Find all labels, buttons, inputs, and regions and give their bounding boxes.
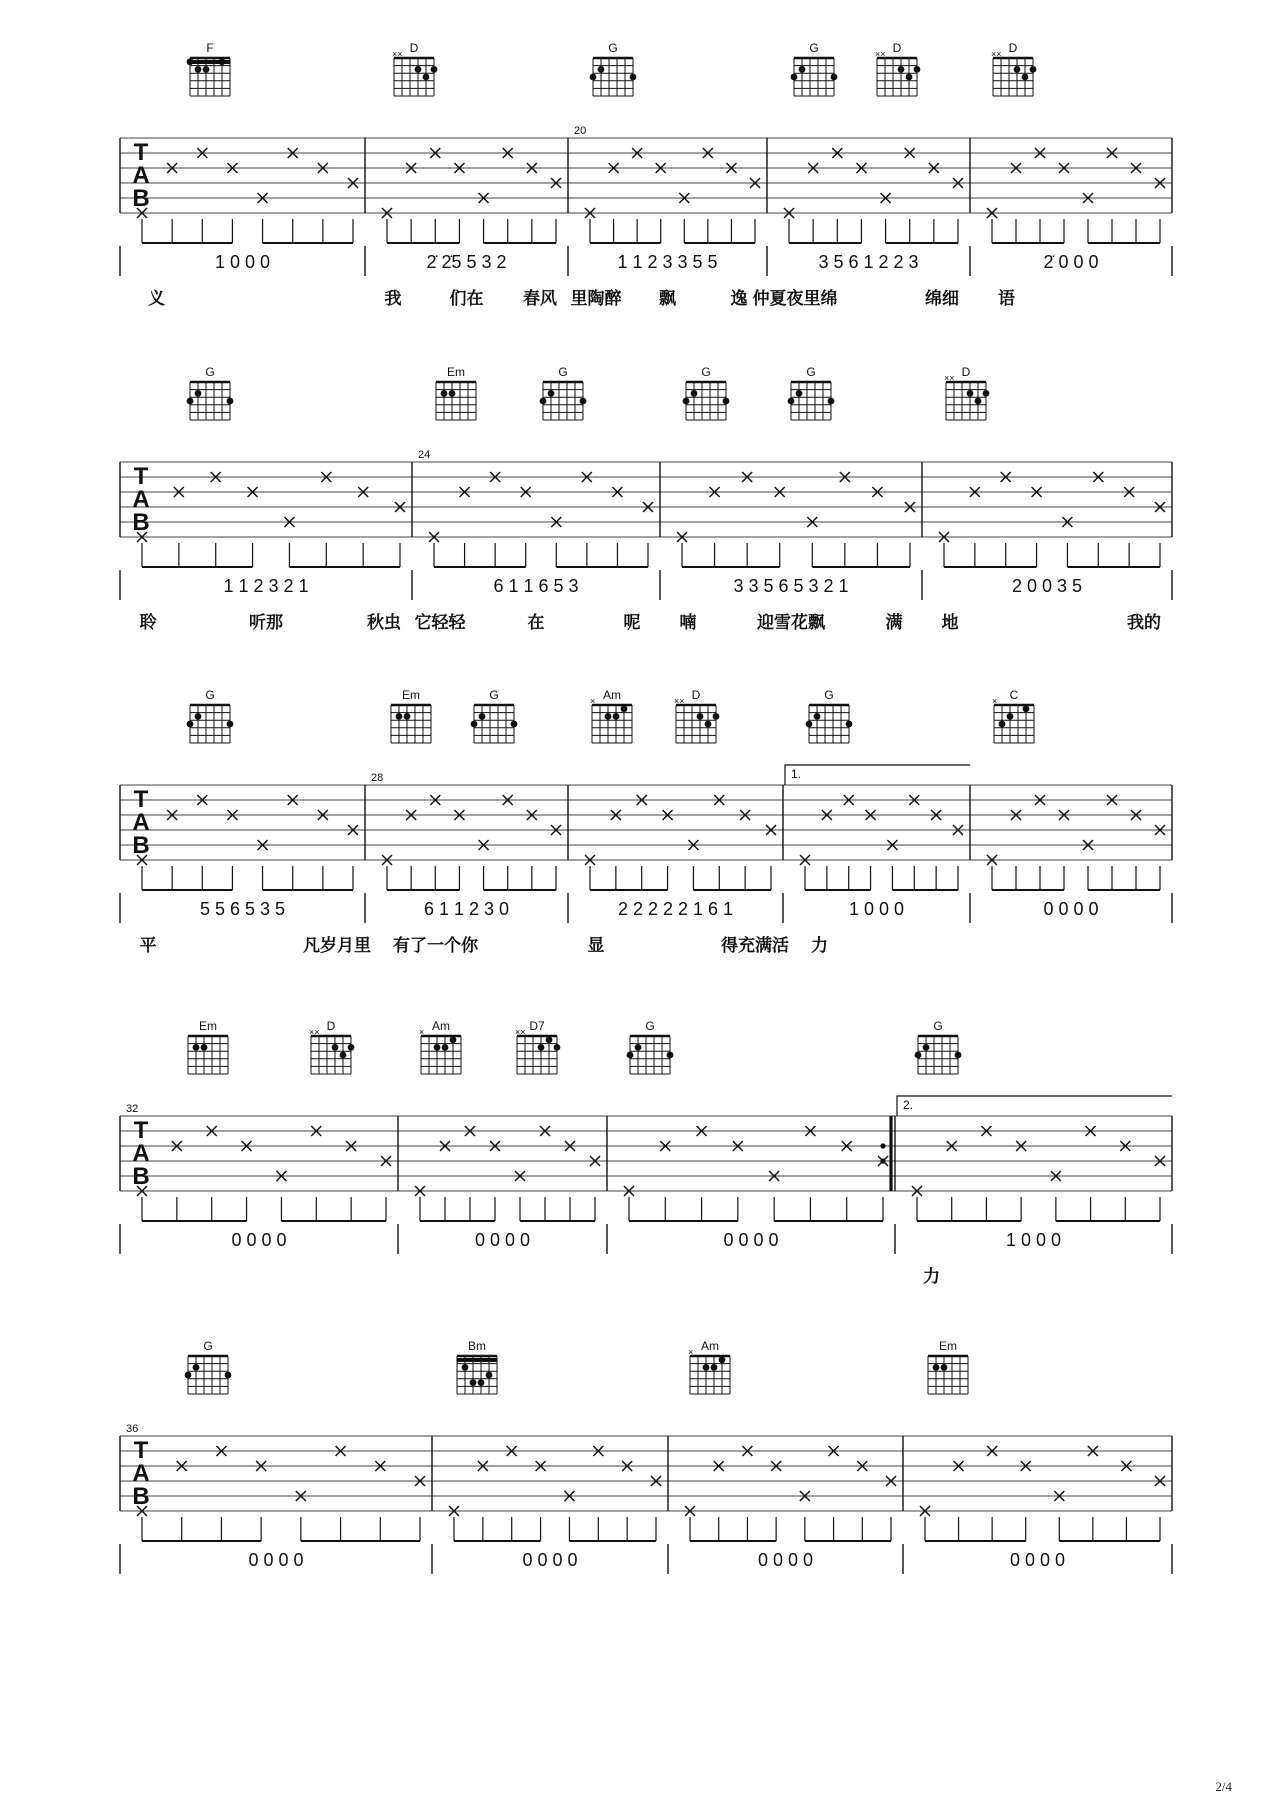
tab-clef-letter: B [132, 832, 150, 859]
finger-dot [828, 398, 835, 405]
chord-diagram [185, 1339, 232, 1394]
measure-number: 32 [126, 1103, 139, 1115]
muted-string-mark: × [590, 696, 596, 706]
lyric-text: 在 [527, 613, 545, 632]
finger-dot [723, 398, 730, 405]
finger-dot [201, 1044, 208, 1051]
repeat-dot [880, 1158, 885, 1163]
tab-system [120, 41, 1172, 308]
lyric-text: 聆 [139, 613, 157, 632]
numbered-notation: 2 0 0 3 5 [1011, 576, 1083, 596]
lyric-text: 里陶醉 [570, 289, 622, 308]
chord-name: D [326, 1019, 336, 1033]
tab-clef-letter: B [132, 185, 150, 212]
numbered-notation: 1 0 0 0 [1005, 1230, 1062, 1250]
barre [457, 1358, 497, 1362]
tab-clef-letter: B [132, 509, 150, 536]
finger-dot [227, 398, 234, 405]
chord-name: Am [432, 1019, 450, 1033]
lyric-text: 春风 [523, 289, 557, 308]
finger-dot [479, 713, 486, 720]
finger-dot [906, 74, 913, 81]
lyric-text: 平 [139, 936, 157, 955]
lyric-text: 有了一个你 [393, 936, 478, 955]
finger-dot [225, 1372, 232, 1379]
numbered-notation: 1 1 2 3 2 1 [223, 576, 309, 596]
numbered-notation: 0 0 0 0 [757, 1550, 814, 1570]
finger-dot [415, 66, 422, 73]
measure-number: 24 [418, 449, 431, 461]
chord-diagram [788, 365, 835, 420]
finger-dot [683, 398, 690, 405]
numbered-notation: 0 0 0 0 [231, 1230, 287, 1250]
finger-dot [915, 1052, 922, 1059]
chord-diagram [391, 688, 431, 743]
chord-diagram [688, 1339, 730, 1394]
lyric-text: 显 [587, 936, 605, 955]
tab-clef-letter: B [132, 1163, 150, 1190]
chord-diagram [674, 688, 719, 743]
lyric-text: 听那 [249, 613, 283, 632]
chord-diagram [791, 41, 838, 96]
numbered-notation: 1 1 2 3 3 5 5 [617, 252, 718, 272]
finger-dot [441, 390, 448, 397]
chord-diagram [806, 688, 853, 743]
finger-dot [630, 74, 637, 81]
finger-dot [449, 390, 456, 397]
finger-dot [486, 1372, 493, 1379]
muted-strings-mark: ×× [944, 373, 955, 383]
finger-dot [705, 721, 712, 728]
finger-dot [554, 1044, 561, 1051]
lyric-text: 满 [885, 613, 903, 632]
chord-diagram [419, 1019, 461, 1074]
numbered-notation: 3 3 5 6 5 3 2 1 [733, 576, 849, 596]
finger-dot [1014, 66, 1021, 73]
finger-dot [667, 1052, 674, 1059]
finger-dot [791, 74, 798, 81]
chord-name: Em [199, 1019, 217, 1033]
lyric-text: 秋虫 [367, 613, 401, 632]
finger-dot [580, 398, 587, 405]
muted-string-mark: × [992, 696, 998, 706]
finger-dot [635, 1044, 642, 1051]
finger-dot [511, 721, 518, 728]
chord-name: F [206, 41, 214, 55]
finger-dot [195, 390, 202, 397]
numbered-notation: 6 1 1 2 3 0 [423, 899, 510, 919]
measure-number: 28 [371, 772, 384, 784]
numbered-notation: 0 0 0 0 [474, 1230, 531, 1250]
chord-name: G [489, 688, 499, 702]
chord-name: D [892, 41, 902, 55]
finger-dot [442, 1044, 449, 1051]
tab-clef-letter: A [132, 809, 150, 836]
numbered-notation: 0 0 0 0 [723, 1230, 779, 1250]
finger-dot [340, 1052, 347, 1059]
chord-name: G [205, 688, 215, 702]
tab-clef-letter: T [133, 786, 149, 813]
chord-name: G [645, 1019, 655, 1033]
finger-dot [478, 1379, 485, 1386]
chord-diagram [991, 41, 1036, 96]
finger-dot [711, 1364, 718, 1371]
lyric-text: 语 [998, 289, 1015, 308]
tab-clef-letter: A [132, 486, 150, 513]
chord-name: D7 [529, 1019, 545, 1033]
chord-name: Am [603, 688, 621, 702]
finger-dot [691, 390, 698, 397]
muted-strings-mark: ×× [392, 49, 403, 59]
lyric-text: 飘 [659, 289, 676, 308]
chord-name: G [701, 365, 711, 379]
finger-dot [193, 1044, 200, 1051]
chord-diagram [187, 365, 234, 420]
muted-strings-mark: ×× [674, 696, 685, 706]
tab-clef-letter: T [133, 1117, 149, 1144]
ending-label: 2. [903, 1098, 914, 1112]
muted-strings-mark: ×× [309, 1027, 320, 1037]
lyric-text: 绵细 [925, 289, 959, 308]
measure-number: 36 [126, 1423, 139, 1435]
page-number: 2/4 [1215, 1779, 1232, 1794]
chord-diagram [187, 41, 230, 96]
finger-dot [348, 1044, 355, 1051]
chord-diagram [392, 41, 437, 96]
chord-diagram [992, 688, 1034, 743]
numbered-notation: 5 5 6 5 3 5 [199, 899, 286, 919]
chord-name: Em [402, 688, 420, 702]
finger-dot [185, 1372, 192, 1379]
chord-diagram [590, 688, 632, 743]
muted-string-mark: × [419, 1027, 425, 1037]
chord-diagram [590, 41, 637, 96]
chord-name: Em [447, 365, 465, 379]
finger-dot [1022, 74, 1029, 81]
chord-name: D [409, 41, 419, 55]
tab-clef-letter: A [132, 162, 150, 189]
lyric-text: 凡岁月里 [303, 936, 371, 955]
chord-diagram [944, 365, 989, 420]
finger-dot [846, 721, 853, 728]
finger-dot [613, 713, 620, 720]
numbered-notation: 6 1 1 6 5 3 [493, 576, 579, 596]
lyric-text: 们在 [449, 289, 484, 308]
finger-dot [423, 74, 430, 81]
numbered-notation: 1 0 0 0 [848, 899, 905, 919]
lyric-text: 力 [923, 1267, 940, 1286]
chord-name: Em [939, 1339, 957, 1353]
chord-diagram [683, 365, 730, 420]
chord-diagram [187, 688, 234, 743]
lyric-text: 喃 [679, 613, 697, 632]
finger-dot [548, 390, 555, 397]
finger-dot [983, 390, 990, 397]
chord-name: G [809, 41, 819, 55]
finger-dot [434, 1044, 441, 1051]
numbered-notation: 0 0 0 0 [248, 1550, 304, 1570]
lyric-text: 力 [811, 936, 828, 955]
finger-dot [431, 66, 438, 73]
finger-dot [806, 721, 813, 728]
tab-clef-letter: T [133, 1437, 149, 1464]
finger-dot [967, 390, 974, 397]
finger-dot [605, 713, 612, 720]
chord-diagram [457, 1339, 497, 1394]
finger-dot [1030, 66, 1037, 73]
finger-dot [1023, 705, 1030, 712]
chord-diagram [627, 1019, 674, 1074]
finger-dot [923, 1044, 930, 1051]
finger-dot [471, 721, 478, 728]
lyric-text: 义 [148, 289, 165, 308]
finger-dot [195, 713, 202, 720]
numbered-notation: 1 0 0 0 [214, 252, 271, 272]
tab-system [120, 1019, 1172, 1286]
finger-dot [697, 713, 704, 720]
chord-diagram [875, 41, 920, 96]
lyric-text: 逸 [730, 289, 748, 308]
finger-dot [703, 1364, 710, 1371]
finger-dot [796, 390, 803, 397]
lyric-text: 我的 [1127, 613, 1161, 632]
finger-dot [933, 1364, 940, 1371]
numbered-notation: 2̇ 2̇5 5 3 2 [426, 252, 507, 272]
finger-dot [1007, 713, 1014, 720]
chord-name: G [806, 365, 816, 379]
finger-dot [332, 1044, 339, 1051]
finger-dot [404, 713, 411, 720]
finger-dot [187, 721, 194, 728]
chord-diagram [540, 365, 587, 420]
finger-dot [975, 398, 982, 405]
finger-dot [195, 66, 202, 73]
finger-dot [814, 713, 821, 720]
chord-diagram [309, 1019, 354, 1074]
finger-dot [999, 721, 1006, 728]
finger-dot [193, 1364, 200, 1371]
numbered-notation: 0 0 0 0 [1009, 1550, 1066, 1570]
finger-dot [538, 1044, 545, 1051]
lyric-text: 我 [384, 289, 402, 308]
ending-bracket [897, 1096, 1172, 1116]
muted-strings-mark: ×× [515, 1027, 526, 1037]
finger-dot [546, 1036, 553, 1043]
tab-clef-letter: B [132, 1483, 150, 1510]
tab-system [120, 688, 1172, 955]
numbered-notation: 2 2 2 2 2 1 6 1 [617, 899, 734, 919]
chord-name: C [1009, 688, 1019, 702]
chord-diagram [515, 1019, 560, 1074]
tab-system [120, 365, 1172, 632]
numbered-notation: 0 0 0 0 [1043, 899, 1099, 919]
numbered-notation: 0 0 0 0 [522, 1550, 578, 1570]
finger-dot [627, 1052, 634, 1059]
measure-number: 20 [574, 125, 587, 137]
finger-dot [396, 713, 403, 720]
tab-clef-letter: T [133, 463, 149, 490]
chord-name: Bm [468, 1339, 486, 1353]
chord-name: G [608, 41, 618, 55]
finger-dot [227, 721, 234, 728]
finger-dot [470, 1379, 477, 1386]
lyric-text: 地 [941, 613, 959, 632]
finger-dot [203, 66, 210, 73]
numbered-notation: 2̇ 0 0 0 [1043, 252, 1099, 272]
finger-dot [914, 66, 921, 73]
ending-bracket [785, 765, 970, 785]
barre [190, 60, 230, 64]
chord-diagram [188, 1019, 228, 1074]
chord-diagram [928, 1339, 968, 1394]
chord-name: G [824, 688, 834, 702]
muted-strings-mark: ×× [875, 49, 886, 59]
chord-diagram [471, 688, 518, 743]
lyric-text: 呢 [623, 613, 641, 632]
finger-dot [719, 1356, 726, 1363]
ending-label: 1. [791, 767, 802, 781]
tab-systems [120, 41, 1172, 1574]
lyric-text: 它轻轻 [414, 613, 466, 632]
muted-strings-mark: ×× [991, 49, 1002, 59]
repeat-dot [880, 1143, 885, 1148]
numbered-notation: 3 5 6 1 2 2 3 [818, 252, 919, 272]
chord-name: G [203, 1339, 213, 1353]
finger-dot [713, 713, 720, 720]
tab-system [120, 1339, 1172, 1574]
chord-name: Am [701, 1339, 719, 1353]
finger-dot [540, 398, 547, 405]
finger-dot [799, 66, 806, 73]
finger-dot [831, 74, 838, 81]
chord-name: D [691, 688, 701, 702]
chord-name: G [558, 365, 568, 379]
lyric-text: 得充满活 [721, 936, 789, 955]
finger-dot [788, 398, 795, 405]
finger-dot [462, 1364, 469, 1371]
tab-clef-letter: A [132, 1140, 150, 1167]
lyric-text: 迎雪花飘 [757, 613, 825, 632]
muted-string-mark: × [688, 1347, 694, 1357]
finger-dot [590, 74, 597, 81]
chord-name: D [1008, 41, 1018, 55]
finger-dot [955, 1052, 962, 1059]
finger-dot [898, 66, 905, 73]
finger-dot [621, 705, 628, 712]
tab-clef-letter: T [133, 139, 149, 166]
chord-name: G [933, 1019, 943, 1033]
chord-name: G [205, 365, 215, 379]
chord-diagram [915, 1019, 962, 1074]
chord-name: D [961, 365, 971, 379]
tab-clef-letter: A [132, 1460, 150, 1487]
finger-dot [187, 398, 194, 405]
finger-dot [450, 1036, 457, 1043]
chord-diagram [436, 365, 476, 420]
finger-dot [941, 1364, 948, 1371]
finger-dot [598, 66, 605, 73]
lyric-text: 仲夏夜里绵 [752, 289, 838, 308]
